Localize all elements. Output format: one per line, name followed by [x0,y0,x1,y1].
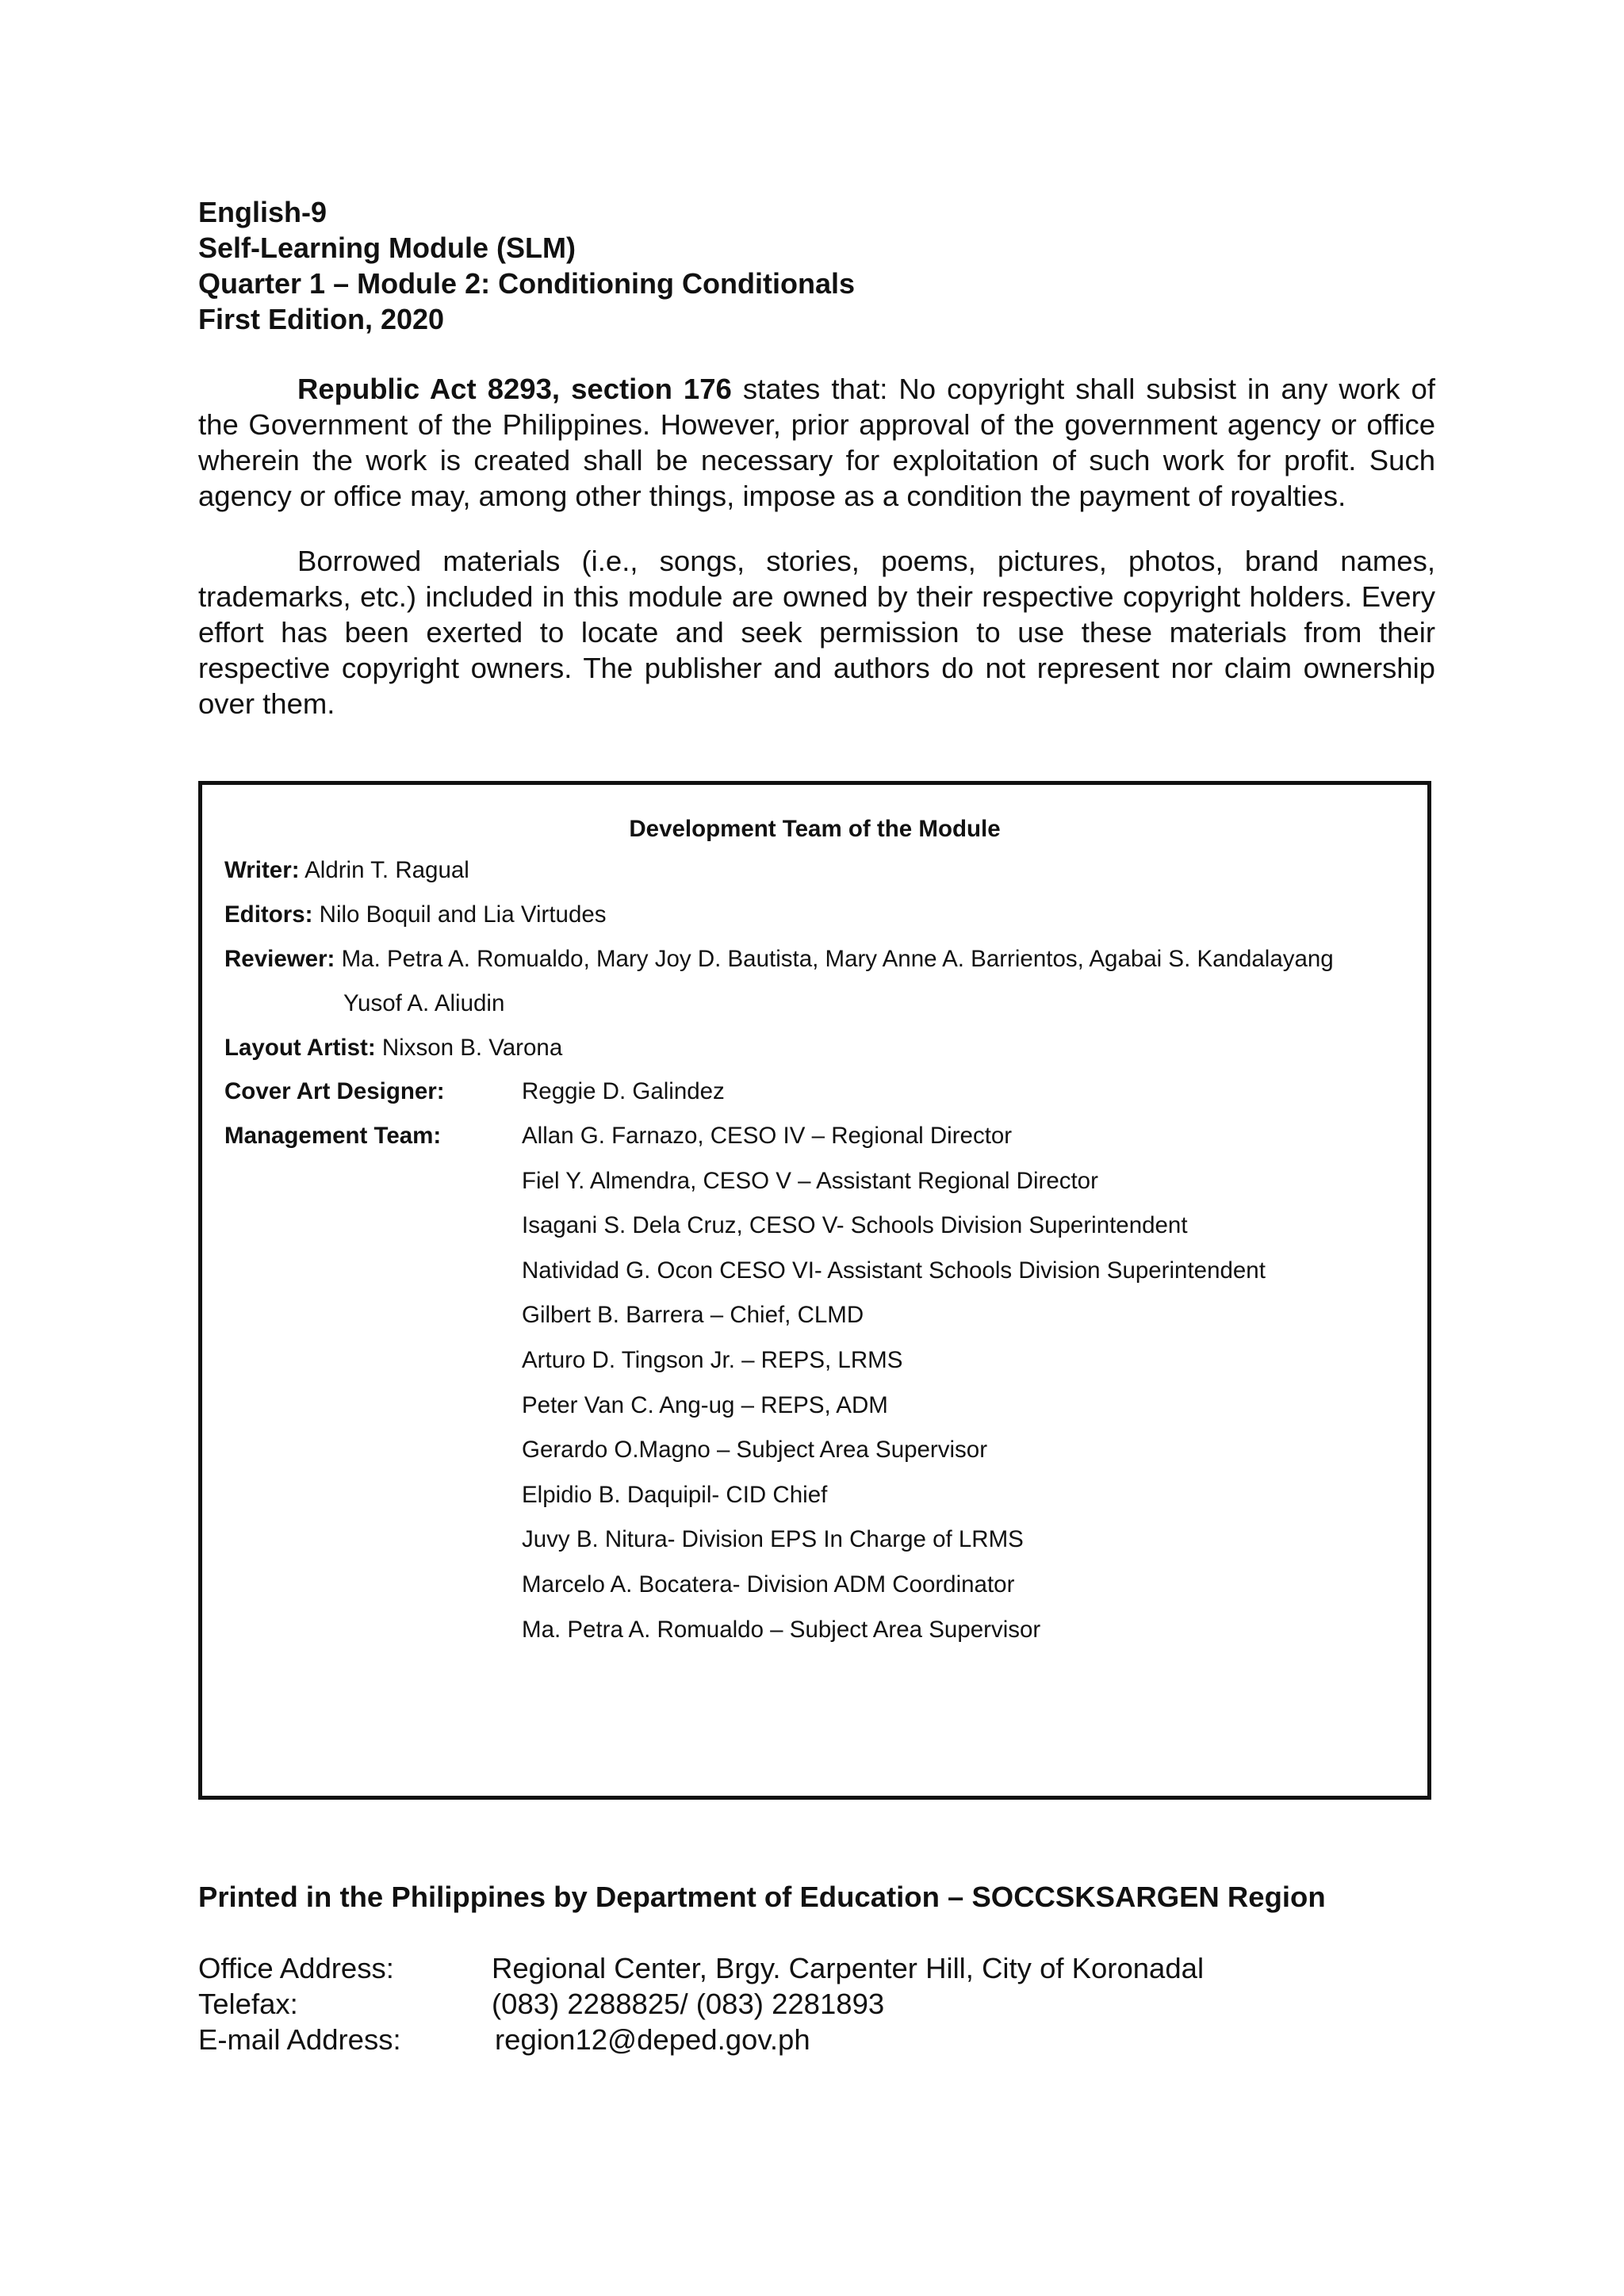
reviewer-continuation: Yusof A. Aliudin [343,990,505,1016]
list-item: Fiel Y. Almendra, CESO V – Assistant Regional Director [522,1167,1098,1194]
layout-artist-row [224,1034,562,1062]
telefax-label: Telefax: [198,1988,298,2020]
management-team-list [522,1122,1266,1660]
office-address-label: Office Address: [198,1952,394,1984]
list-item: Marcelo A. Bocatera- Division ADM Coordinator [522,1571,1015,1598]
copyright-paragraph [198,371,1435,514]
reviewer-names: Ma. Petra A. Romualdo, Mary Joy D. Bautista, Mary Anne A. Barrientos, Agabai S. Kandalayang [335,946,1334,972]
list-item: Allan G. Farnazo, CESO IV – Regional Director [522,1123,1013,1149]
list-item: Juvy B. Nitura- Division EPS In Charge of LRMS [522,1526,1024,1553]
editors-names: Nilo Boquil and Lia Virtudes [312,901,607,928]
list-item: Natividad G. Ocon CESO VI- Assistant Schools Division Superintendent [522,1257,1266,1284]
management-team-label: Management Team: [224,1123,442,1149]
editors-row [224,901,607,929]
copyright-text: states that: No copyright shall subsist in any work of the Government of the Philippines. However, prior approval of the government agency or office wherein the work is created shall be necessary for exploitation of such work for profit. Such agency or office may, among other things, impose as a condition the payment of royalties. [198,373,1435,512]
borrowed-materials-text: Borrowed materials (i.e., songs, stories, poems, pictures, photos, brand names, trademarks, etc.) included in this module are owned by their respective copyright holders. Every effort has been exerted to locate and seek permission to use these materials from their respective copyright owners. The publisher and authors do not represent nor claim ownership over them. [198,545,1435,720]
writer-label: Writer: [224,857,300,883]
development-team-box [198,781,1431,1800]
telefax-value: (083) 2288825/ (083) 2281893 [492,1988,885,2020]
telefax-row [198,1986,884,2022]
printed-by-statement: Printed in the Philippines by Department of Education – SOCCSKSARGEN Region [198,1881,1326,1913]
writer-name: Aldrin T. Ragual [299,857,469,883]
list-item: Elpidio B. Daquipil- CID Chief [522,1481,828,1508]
edition: First Edition, 2020 [198,303,445,335]
module-title: Quarter 1 – Module 2: Conditioning Conditionals [198,267,855,300]
development-team-title: Development Team of the Module [629,816,1001,842]
email-address-label: E-mail Address: [198,2023,401,2056]
writer-row [224,856,469,885]
list-item: Isagani S. Dela Cruz, CESO V- Schools Division Superintendent [522,1212,1188,1239]
module-header [198,194,855,337]
list-item: Arturo D. Tingson Jr. – REPS, LRMS [522,1346,903,1373]
list-item: Gerardo O.Magno – Subject Area Supervisor [522,1437,988,1464]
office-address-row [198,1950,1204,1986]
list-item: Peter Van C. Ang-ug – REPS, ADM [522,1391,888,1418]
list-item: Gilbert B. Barrera – Chief, CLMD [522,1302,864,1329]
module-type: Self-Learning Module (SLM) [198,232,576,264]
copyright-law-reference: Republic Act 8293, section 176 [297,373,732,405]
cover-art-name: Reggie D. Galindez [522,1078,725,1104]
cover-art-label: Cover Art Designer: [224,1078,445,1104]
email-address-row [198,2022,810,2057]
office-address-value: Regional Center, Brgy. Carpenter Hill, City of Koronadal [492,1952,1205,1984]
reviewer-row [224,945,1334,974]
layout-artist-name: Nixson B. Varona [375,1035,563,1061]
reviewer-label: Reviewer: [224,946,335,972]
list-item: Ma. Petra A. Romualdo – Subject Area Supervisor [522,1616,1041,1643]
borrowed-materials-paragraph [198,543,1435,721]
editors-label: Editors: [224,901,313,928]
layout-artist-label: Layout Artist: [224,1035,376,1061]
email-address-value: region12@deped.gov.ph [495,2023,810,2056]
subject-title: English-9 [198,196,327,228]
